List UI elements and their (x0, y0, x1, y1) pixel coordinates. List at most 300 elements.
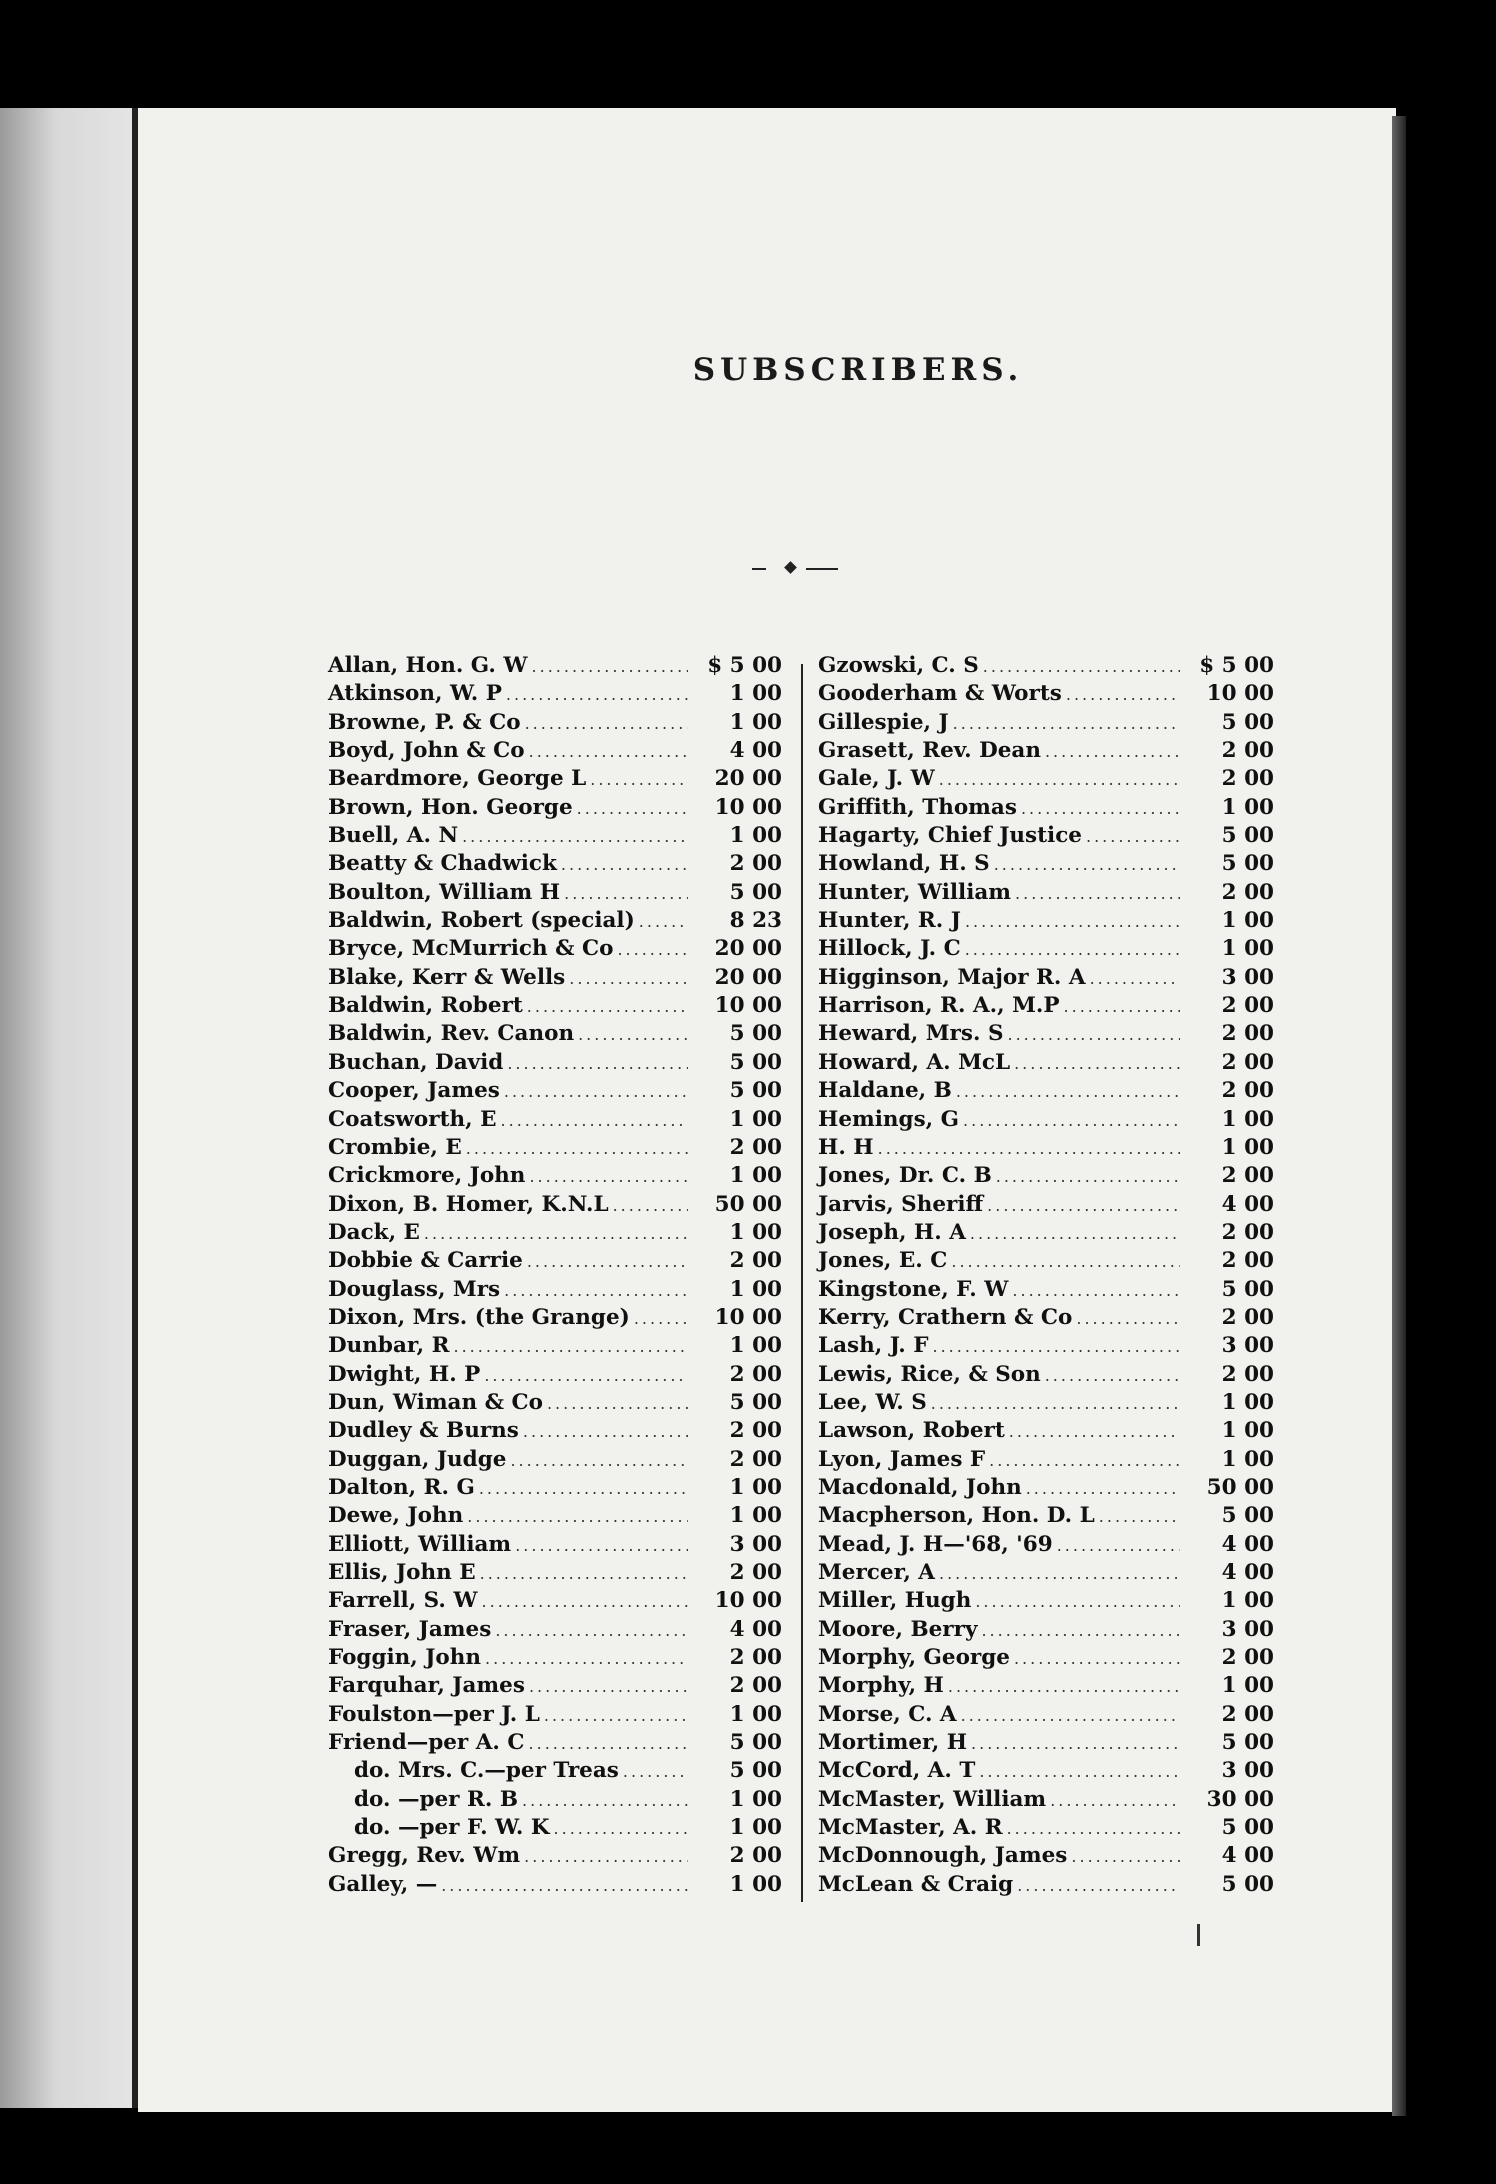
list-item (818, 1332, 1274, 1360)
subscriber-name: Dwight, H. P (328, 1361, 481, 1387)
subscriber-name: Blake, Kerr & Wells (328, 964, 566, 990)
list-item (328, 1332, 782, 1360)
subscription-amount: 2 00 (1221, 738, 1274, 764)
subscription-amount: 1 00 (1221, 1134, 1274, 1160)
subscription-amount: 2 00 (729, 1645, 782, 1671)
subscriber-name: Dack, E (328, 1219, 420, 1245)
list-item (328, 709, 782, 737)
subscription-amount: 2 00 (729, 1248, 782, 1274)
subscriber-name: McMaster, A. R (818, 1815, 1003, 1841)
subscriber-name: Lash, J. F (818, 1333, 929, 1359)
subscriber-name: Lawson, Robert (818, 1418, 1005, 1444)
subscription-amount: 20 00 (714, 964, 782, 990)
page-right-edge (1392, 116, 1406, 2116)
subscriber-name: H. H (818, 1134, 874, 1160)
subscriber-name: do. Mrs. C.—per Treas (354, 1758, 619, 1784)
dot-leader (979, 1758, 1180, 1786)
dot-leader (529, 1730, 688, 1758)
subscriber-name: Galley, — (328, 1871, 438, 1897)
dot-leader (1099, 1503, 1180, 1531)
dot-leader (1014, 1645, 1180, 1673)
subscription-amount: 1 00 (729, 823, 782, 849)
list-item (818, 1020, 1274, 1048)
subscriber-name: Mead, J. H—'68, '69 (818, 1531, 1053, 1557)
list-item (328, 1502, 782, 1530)
title-ornament (752, 563, 838, 575)
dot-leader (634, 1305, 688, 1333)
subscription-amount: 1 00 (729, 1219, 782, 1245)
dot-leader (951, 1248, 1180, 1276)
list-item (818, 1106, 1274, 1134)
subscription-amount: 1 00 (1221, 1418, 1274, 1444)
subscription-amount: 2 00 (1221, 1049, 1274, 1075)
subscriber-name: Lyon, James F (818, 1446, 986, 1472)
dot-leader (504, 1078, 688, 1106)
list-item (328, 1020, 782, 1048)
subscriber-name: Hunter, R. J (818, 908, 961, 934)
subscriber-name: do. —per R. B (354, 1786, 519, 1812)
subscriber-name: Dixon, Mrs. (the Grange) (328, 1304, 630, 1330)
list-item (328, 1247, 782, 1275)
subscriber-name: Gooderham & Worts (818, 681, 1062, 707)
subscribers-list-right (818, 652, 1274, 1899)
list-item (328, 1361, 782, 1389)
dot-leader (504, 1277, 688, 1305)
list-item (818, 822, 1274, 850)
subscription-amount: 10 00 (714, 1588, 782, 1614)
list-item (818, 1134, 1274, 1162)
subscription-amount: 1 00 (1221, 1588, 1274, 1614)
list-item (818, 964, 1274, 992)
subscription-amount: 1 00 (1221, 1673, 1274, 1699)
dot-leader (523, 1418, 688, 1446)
list-item (818, 1276, 1274, 1304)
dot-leader (466, 1135, 688, 1163)
page-title: SUBSCRIBERS. (692, 352, 1024, 388)
dot-leader (878, 1135, 1180, 1163)
subscriber-name: McCord, A. T (818, 1758, 976, 1784)
dot-leader (1014, 1050, 1180, 1078)
subscription-amount: 10 00 (714, 1304, 782, 1330)
list-item (328, 992, 782, 1020)
dot-leader (564, 880, 688, 908)
dot-leader (975, 1588, 1180, 1616)
dot-leader (1015, 880, 1180, 908)
list-item (818, 1417, 1274, 1445)
subscription-amount: 1 00 (729, 709, 782, 735)
subscriber-name: Duggan, Judge (328, 1446, 507, 1472)
list-item (818, 879, 1274, 907)
subscriber-name: Grasett, Rev. Dean (818, 738, 1041, 764)
column-divider (801, 664, 803, 1902)
dot-leader (479, 1475, 688, 1503)
dot-leader (1007, 1815, 1180, 1843)
subscriber-name: Harrison, R. A., M.P (818, 993, 1060, 1019)
subscription-amount: 50 00 (714, 1191, 782, 1217)
subscription-amount: 2 00 (1221, 1701, 1274, 1727)
subscription-amount: 50 00 (1206, 1474, 1274, 1500)
subscriber-name: Dixon, B. Homer, K.N.L (328, 1191, 609, 1217)
subscriber-name: Hagarty, Chief Justice (818, 823, 1082, 849)
list-item (328, 737, 782, 765)
subscriber-name: Browne, P. & Co (328, 709, 521, 735)
dot-leader (529, 738, 688, 766)
dot-leader (1071, 1843, 1180, 1871)
subscriber-name: Morse, C. A (818, 1701, 957, 1727)
list-item (328, 1134, 782, 1162)
list-item (818, 1162, 1274, 1190)
dot-leader (1021, 795, 1180, 823)
subscription-amount: 5 00 (1221, 1871, 1274, 1897)
list-item (818, 1871, 1274, 1899)
subscription-amount: 1 00 (1221, 1106, 1274, 1132)
subscriber-name: Dalton, R. G (328, 1474, 475, 1500)
list-item (818, 850, 1274, 878)
subscriber-name: Dunbar, R (328, 1333, 450, 1359)
subscription-amount: 5 00 (729, 1078, 782, 1104)
dot-leader (931, 1390, 1180, 1418)
subscriber-name: Hunter, William (818, 879, 1012, 905)
subscriber-name: Crickmore, John (328, 1163, 526, 1189)
subscriber-name: Moore, Berry (818, 1616, 978, 1642)
subscription-amount: 1 00 (1221, 1389, 1274, 1415)
list-item (818, 1729, 1274, 1757)
subscription-amount: $ 5 00 (1199, 653, 1274, 678)
list-item (818, 1502, 1274, 1530)
subscriber-name: Dobbie & Carrie (328, 1248, 523, 1274)
list-item (328, 1219, 782, 1247)
list-item (818, 1446, 1274, 1474)
subscription-amount: 1 00 (729, 1106, 782, 1132)
list-item (818, 1219, 1274, 1247)
list-item (818, 1361, 1274, 1389)
dot-leader (532, 653, 688, 681)
subscription-amount: 1 00 (729, 1786, 782, 1812)
subscription-amount: 2 00 (1221, 1304, 1274, 1330)
list-item (328, 822, 782, 850)
list-item (818, 1049, 1274, 1077)
subscriber-name: Crombie, E (328, 1134, 462, 1160)
subscription-amount: 4 00 (1221, 1191, 1274, 1217)
subscription-amount: 2 00 (1221, 766, 1274, 792)
subscriber-name: Coatsworth, E (328, 1106, 497, 1132)
dot-leader (989, 1447, 1180, 1475)
subscription-amount: 2 00 (729, 1446, 782, 1472)
list-item (328, 907, 782, 935)
list-item (818, 794, 1274, 822)
subscriber-name: do. —per F. W. K (354, 1815, 550, 1841)
list-item (818, 1701, 1274, 1729)
dot-leader (578, 1021, 688, 1049)
subscriber-name: Dun, Wiman & Co (328, 1389, 543, 1415)
dot-leader (1050, 1787, 1180, 1815)
subscriber-name: Foulston—per J. L (328, 1701, 540, 1727)
subscription-amount: 4 00 (729, 1616, 782, 1642)
subscription-amount: 2 00 (1221, 1163, 1274, 1189)
dot-leader (956, 1078, 1180, 1106)
subscription-amount: 20 00 (714, 936, 782, 962)
subscriber-name: McDonnough, James (818, 1843, 1068, 1869)
subscription-amount: 3 00 (1221, 964, 1274, 990)
subscriber-name: Boyd, John & Co (328, 738, 525, 764)
subscription-amount: 5 00 (1221, 1276, 1274, 1302)
dot-leader (507, 1050, 688, 1078)
list-item (328, 1672, 782, 1700)
subscription-amount: 2 00 (1221, 879, 1274, 905)
subscriber-name: Gillespie, J (818, 709, 949, 735)
dot-leader (554, 1815, 688, 1843)
list-item (818, 1559, 1274, 1587)
list-item (328, 1417, 782, 1445)
adjacent-page-edge (0, 108, 140, 2108)
subscription-amount: 1 00 (729, 1815, 782, 1841)
list-item (328, 1786, 782, 1814)
subscriber-name: Buell, A. N (328, 823, 459, 849)
subscriber-name: Morphy, George (818, 1645, 1010, 1671)
dot-leader (480, 1560, 688, 1588)
dot-leader (1026, 1475, 1180, 1503)
dot-leader (639, 908, 688, 936)
subscription-amount: 5 00 (1221, 1730, 1274, 1756)
list-item (328, 1162, 782, 1190)
list-item (328, 680, 782, 708)
subscription-amount: 2 00 (1221, 1078, 1274, 1104)
subscriber-name: Bryce, McMurrich & Co (328, 936, 614, 962)
list-item (818, 765, 1274, 793)
subscriber-name: Friend—per A. C (328, 1730, 525, 1756)
subscription-amount: 5 00 (1221, 709, 1274, 735)
list-item (818, 737, 1274, 765)
subscription-amount: 3 00 (729, 1531, 782, 1557)
subscriber-name: Higginson, Major R. A (818, 964, 1086, 990)
subscription-amount: 3 00 (1221, 1333, 1274, 1359)
dot-leader (510, 1447, 688, 1475)
list-item (328, 1814, 782, 1842)
subscriber-name: Macdonald, John (818, 1474, 1022, 1500)
subscriber-name: Howland, H. S (818, 851, 990, 877)
list-item (818, 1077, 1274, 1105)
dot-leader (961, 1702, 1180, 1730)
list-item (818, 1191, 1274, 1219)
list-item (328, 1842, 782, 1870)
subscription-amount: 8 23 (729, 908, 782, 934)
list-item (818, 652, 1274, 680)
subscriber-name: Ellis, John E (328, 1560, 476, 1585)
dot-leader (1008, 1021, 1181, 1049)
dot-leader (933, 1333, 1181, 1361)
subscription-amount: 2 00 (1221, 1021, 1274, 1047)
dot-leader (453, 1333, 688, 1361)
subscription-amount: 30 00 (1206, 1786, 1274, 1812)
list-item (818, 1389, 1274, 1417)
dot-leader (996, 1163, 1180, 1191)
subscriber-name: Cooper, James (328, 1078, 500, 1104)
subscriber-name: Atkinson, W. P (328, 681, 502, 707)
subscription-amount: 2 00 (1221, 1219, 1274, 1245)
dot-leader (965, 936, 1180, 964)
dot-leader (462, 823, 688, 851)
dot-leader (1086, 823, 1180, 851)
subscription-amount: 2 00 (729, 1361, 782, 1387)
subscriber-name: Jones, E. C (818, 1248, 948, 1274)
dot-leader (529, 1163, 688, 1191)
list-item (328, 850, 782, 878)
list-item (328, 1389, 782, 1417)
subscriber-name: Griffith, Thomas (818, 794, 1017, 820)
subscription-amount: 3 00 (1221, 1616, 1274, 1642)
dot-leader (1045, 738, 1180, 766)
subscriber-name: McMaster, William (818, 1786, 1047, 1812)
dot-leader (1012, 1277, 1180, 1305)
dot-leader (527, 993, 688, 1021)
subscription-amount: 1 00 (729, 1701, 782, 1727)
subscription-amount: 20 00 (714, 766, 782, 792)
dot-leader (544, 1702, 688, 1730)
subscription-amount: 2 00 (1221, 993, 1274, 1019)
subscription-amount: 1 00 (1221, 1446, 1274, 1472)
subscription-amount: 4 00 (1221, 1531, 1274, 1557)
list-item (328, 1049, 782, 1077)
list-item (818, 1616, 1274, 1644)
subscriber-name: Boulton, William H (328, 879, 561, 905)
subscription-amount: 5 00 (1221, 851, 1274, 877)
dot-leader (561, 851, 688, 879)
subscriber-name: Dewe, John (328, 1503, 464, 1529)
subscription-amount: 1 00 (1221, 794, 1274, 820)
list-item (328, 879, 782, 907)
dot-leader (1017, 1872, 1180, 1900)
subscriber-name: Morphy, H (818, 1673, 944, 1699)
subscriber-name: Kerry, Crathern & Co (818, 1304, 1073, 1330)
list-item (818, 1757, 1274, 1785)
subscription-amount: 5 00 (1221, 1815, 1274, 1841)
list-item (328, 1276, 782, 1304)
subscriber-name: Beatty & Chadwick (328, 851, 557, 877)
subscription-amount: 1 00 (729, 1503, 782, 1529)
subscriber-name: Beardmore, George L (328, 766, 587, 792)
subscriber-name: Baldwin, Robert (special) (328, 908, 635, 934)
subscriber-name: Farquhar, James (328, 1673, 525, 1699)
list-item (818, 1786, 1274, 1814)
subscriber-name: Douglass, Mrs (328, 1276, 501, 1302)
dot-leader (965, 908, 1180, 936)
subscription-amount: 1 00 (729, 1871, 782, 1897)
subscription-amount: 2 00 (729, 1673, 782, 1699)
subscriber-name: Jones, Dr. C. B (818, 1163, 992, 1189)
subscriber-name: Joseph, H. A (818, 1219, 966, 1245)
list-item (818, 935, 1274, 963)
dot-leader (515, 1532, 688, 1560)
dot-leader (495, 1617, 688, 1645)
list-item (328, 1871, 782, 1899)
dot-leader (994, 851, 1180, 879)
subscription-amount: 2 00 (729, 1418, 782, 1444)
dot-leader (1064, 993, 1180, 1021)
list-item (818, 907, 1274, 935)
subscription-amount: 10 00 (1206, 681, 1274, 707)
subscription-amount: 2 00 (729, 851, 782, 877)
dot-leader (963, 1107, 1180, 1135)
subscriber-name: Jarvis, Sheriff (818, 1191, 984, 1217)
dot-leader (424, 1220, 688, 1248)
dot-leader (527, 1248, 688, 1276)
subscription-amount: 1 00 (1221, 908, 1274, 934)
subscription-amount: 5 00 (729, 1389, 782, 1415)
list-item (328, 1474, 782, 1502)
list-item (328, 1616, 782, 1644)
dot-leader (1057, 1532, 1180, 1560)
subscription-amount: 1 00 (729, 681, 782, 707)
dot-leader (623, 1758, 688, 1786)
list-item (328, 1559, 782, 1587)
subscription-amount: 4 00 (1221, 1843, 1274, 1869)
list-item (328, 652, 782, 680)
list-item (818, 1247, 1274, 1275)
subscribers-list-left (328, 652, 782, 1899)
subscriber-name: Allan, Hon. G. W (328, 653, 528, 678)
list-item (818, 1672, 1274, 1700)
subscriber-name: Farrell, S. W (328, 1588, 478, 1614)
list-item (818, 1644, 1274, 1672)
subscription-amount: 5 00 (729, 1049, 782, 1075)
subscription-amount: 5 00 (729, 1730, 782, 1756)
list-item (818, 709, 1274, 737)
subscription-amount: 1 00 (729, 1333, 782, 1359)
subscription-amount: 5 00 (729, 879, 782, 905)
list-item (818, 1842, 1274, 1870)
dot-leader (1066, 681, 1180, 709)
subscriber-name: Lee, W. S (818, 1389, 927, 1415)
list-item (328, 1757, 782, 1785)
list-item (328, 1304, 782, 1332)
dot-leader (1076, 1305, 1180, 1333)
subscriber-name: Baldwin, Robert (328, 993, 523, 1019)
dot-leader (524, 1843, 688, 1871)
subscription-amount: 2 00 (729, 1843, 782, 1869)
dot-leader (948, 1673, 1180, 1701)
subscriber-name: Fraser, James (328, 1616, 492, 1642)
dot-leader (569, 965, 688, 993)
subscriber-name: Macpherson, Hon. D. L (818, 1503, 1095, 1529)
subscriber-name: Hillock, J. C (818, 936, 961, 962)
dot-leader (617, 936, 688, 964)
dot-leader (525, 710, 688, 738)
subscriber-name: Mortimer, H (818, 1730, 968, 1756)
list-item (328, 1077, 782, 1105)
subscriber-name: Hemings, G (818, 1106, 960, 1132)
list-item (328, 1106, 782, 1134)
subscriber-name: Kingstone, F. W (818, 1276, 1009, 1302)
subscription-amount: 1 00 (729, 1474, 782, 1500)
subscription-amount: 1 00 (729, 1163, 782, 1189)
subscription-amount: 5 00 (729, 1758, 782, 1784)
list-item (328, 1446, 782, 1474)
list-item (818, 1587, 1274, 1615)
dot-leader (1045, 1362, 1180, 1390)
dot-leader (939, 766, 1180, 794)
page-mark (1197, 1924, 1200, 1946)
subscriber-name: Howard, A. McL (818, 1049, 1011, 1075)
list-item (818, 1474, 1274, 1502)
dot-leader (1090, 965, 1180, 993)
dot-leader (484, 1362, 688, 1390)
dot-leader (485, 1645, 688, 1673)
list-item (818, 992, 1274, 1020)
list-item (328, 794, 782, 822)
subscription-amount: 1 00 (1221, 936, 1274, 962)
subscription-amount: 4 00 (729, 738, 782, 764)
dot-leader (970, 1220, 1180, 1248)
